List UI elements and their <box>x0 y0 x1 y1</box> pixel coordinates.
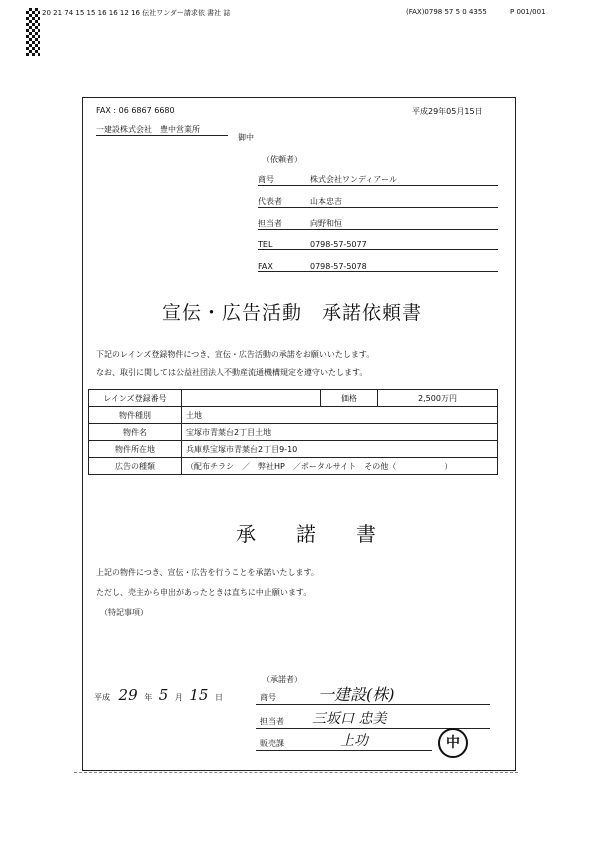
fax-line: FAX : 06 6867 6680 <box>96 106 175 115</box>
consent-cert-label: 販売課 <box>260 739 284 748</box>
consent-line-2: ただし、売主から申出があったときは直ちに中止願います。 <box>96 588 312 597</box>
consent-person-row <box>256 708 490 729</box>
requester-name-value: 株式会社ワンディアール <box>310 175 397 184</box>
property-name-value: 宝塚市青葉台2丁目土地 <box>182 424 498 441</box>
date-hi: 日 <box>215 693 224 702</box>
recipient-suffix: 御中 <box>238 133 254 142</box>
property-name-label: 物件名 <box>89 424 182 441</box>
location-value: 兵庫県宝塚市青葉台2丁目9-10 <box>182 441 498 458</box>
fax-header-text: 20 21 74 15 15 16 16 12 16 伝社ワンダー請求依 書社 誌 <box>42 9 231 17</box>
reins-value <box>182 390 321 407</box>
requester-fax-row <box>258 262 498 272</box>
price-label: 価格 <box>321 390 378 407</box>
ad-type-label: 広告の種類 <box>89 458 182 475</box>
consent-date <box>94 686 223 704</box>
consent-cert-row <box>256 732 432 751</box>
body-line-2: なお、取引に関しては公益社団法人不動産流通機構規定を遵守いたします。 <box>96 368 368 377</box>
location-label: 物件所在地 <box>89 441 182 458</box>
requester-rep-row <box>258 196 498 208</box>
document-title: 宣伝・広告活動 承諾依頼書 <box>162 302 423 324</box>
requester-person-row <box>258 218 498 230</box>
consent-name-label: 商号 <box>260 693 276 702</box>
date-nen: 年 <box>144 693 153 702</box>
consent-name-value: 一建設(株) <box>318 685 395 704</box>
body-line-1: 下記のレインズ登録物件につき、宣伝・広告活動の承諾をお願いいたします。 <box>96 350 375 359</box>
table-row <box>89 458 498 475</box>
date-day: 15 <box>189 686 209 704</box>
consent-name-row <box>256 682 490 705</box>
type-value: 土地 <box>182 407 498 424</box>
requester-name-label: 商号 <box>258 175 274 184</box>
bottom-divider <box>74 772 518 773</box>
company-seal: 中 <box>438 728 468 758</box>
special-notes-label: （特記事項） <box>100 608 148 617</box>
requester-name-row <box>258 174 498 186</box>
requester-person-label: 担当者 <box>258 219 282 228</box>
property-table <box>88 389 498 475</box>
table-row <box>89 424 498 441</box>
type-label: 物件種別 <box>89 407 182 424</box>
price-value: 2,500万円 <box>378 390 498 407</box>
consent-person-label: 担当者 <box>260 717 284 726</box>
date-era: 平成 <box>94 693 110 702</box>
consenter-label: （承諾者） <box>262 675 302 684</box>
reins-label: レインズ登録番号 <box>89 390 182 407</box>
requester-tel-row <box>258 240 498 250</box>
consent-person-value: 三坂口 忠美 <box>312 711 387 727</box>
requester-person-value: 向野和恒 <box>310 219 342 228</box>
fax-header-page: P 001/001 <box>510 8 546 16</box>
consent-title: 承 諾 書 <box>236 522 376 546</box>
requester-tel-value: 0798-57-5077 <box>310 240 367 249</box>
date-year: 29 <box>118 686 138 704</box>
fax-marker <box>26 8 40 56</box>
ad-type-value: （配布チラシ ／ 弊社HP ／ポータルサイト その他（ ） <box>182 458 498 475</box>
consent-cert-value: 上功 <box>340 733 368 749</box>
fax-header-number: (FAX)0798 57 5 0 4355 <box>406 8 487 16</box>
date-tsuki: 月 <box>174 693 183 702</box>
table-row <box>89 390 498 407</box>
requester-rep-value: 山本忠吉 <box>310 197 342 206</box>
table-row <box>89 407 498 424</box>
requester-tel-label: TEL <box>258 240 273 249</box>
requester-section: （依頼者） <box>262 155 302 164</box>
table-row <box>89 441 498 458</box>
date-month: 5 <box>158 686 169 704</box>
document-date: 平成29年05月15日 <box>412 107 483 116</box>
requester-fax-label: FAX <box>258 262 273 271</box>
requester-fax-value: 0798-57-5078 <box>310 262 367 271</box>
consent-line-1: 上記の物件につき、宣伝・広告を行うことを承諾いたします。 <box>96 568 319 577</box>
recipient-company: 一建設株式会社 豊中営業所 <box>96 124 228 136</box>
requester-rep-label: 代表者 <box>258 197 282 206</box>
